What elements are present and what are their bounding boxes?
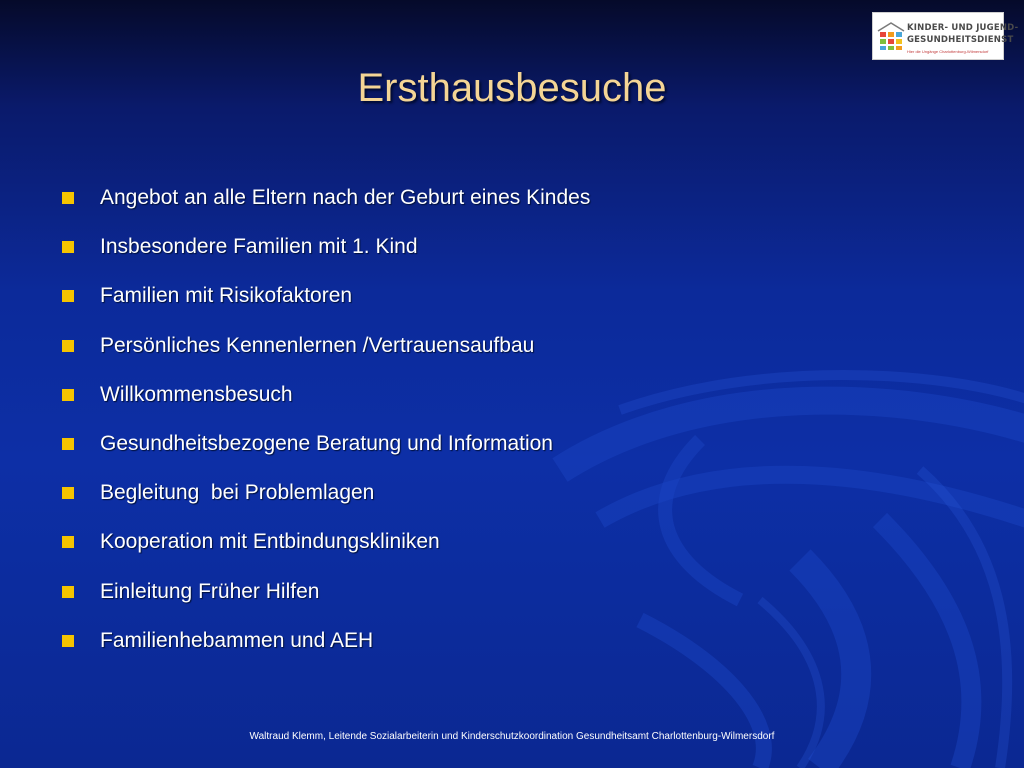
bullet-text: Willkommensbesuch [100, 382, 293, 406]
bullet-item [62, 431, 590, 480]
bullet-item [62, 382, 590, 431]
kinder-jugend-gesundheitsdienst-logo [872, 12, 1019, 60]
square-bullet-icon [62, 536, 74, 548]
bullet-item [62, 283, 590, 332]
square-bullet-icon [62, 340, 74, 352]
square-bullet-icon [62, 487, 74, 499]
bullet-text: Familien mit Risikofaktoren [100, 284, 353, 308]
bullet-text: Insbesondere Familien mit 1. Kind [100, 235, 418, 259]
bullet-item [62, 480, 590, 529]
bullet-item [62, 234, 590, 283]
slide-footer: Waltraud Klemm, Leitende Sozialarbeiterin und Kinderschutzkoordination Gesundheitsamt Charlottenburg-Wilmersdorf [249, 731, 775, 742]
bullet-list [62, 185, 590, 677]
bullet-item [62, 333, 590, 382]
bullet-text: Begleitung bei Problemlagen [100, 481, 375, 505]
bullet-item [62, 529, 590, 578]
logo-subtitle: Hier die Ungänge Charlottenburg-Wilmersdorf [907, 49, 989, 54]
slide-title: Ersthausbesuche [357, 66, 667, 110]
bullet-text: Gesundheitsbezogene Beratung und Information [100, 431, 553, 455]
bullet-item [62, 579, 590, 628]
bullet-text: Familienhebammen und AEH [100, 628, 374, 652]
bullet-text: Einleitung Früher Hilfen [100, 579, 320, 603]
logo-text-line2: GESUNDHEITSDIENST [907, 35, 1014, 45]
square-bullet-icon [62, 635, 74, 647]
bullet-text: Kooperation mit Entbindungskliniken [100, 530, 440, 554]
bullet-text: Angebot an alle Eltern nach der Geburt eines Kindes [100, 186, 591, 209]
square-bullet-icon [62, 389, 74, 401]
bullet-item [62, 185, 590, 234]
family-house-logo-icon [877, 21, 905, 51]
bullet-text: Persönliches Kennenlernen /Vertrauensaufbau [100, 333, 535, 357]
bullet-item [62, 628, 590, 677]
square-bullet-icon [62, 290, 74, 302]
square-bullet-icon [62, 192, 74, 204]
square-bullet-icon [62, 586, 74, 598]
square-bullet-icon [62, 241, 74, 253]
square-bullet-icon [62, 438, 74, 450]
logo-text-line1: KINDER- UND JUGEND- [907, 23, 1019, 33]
